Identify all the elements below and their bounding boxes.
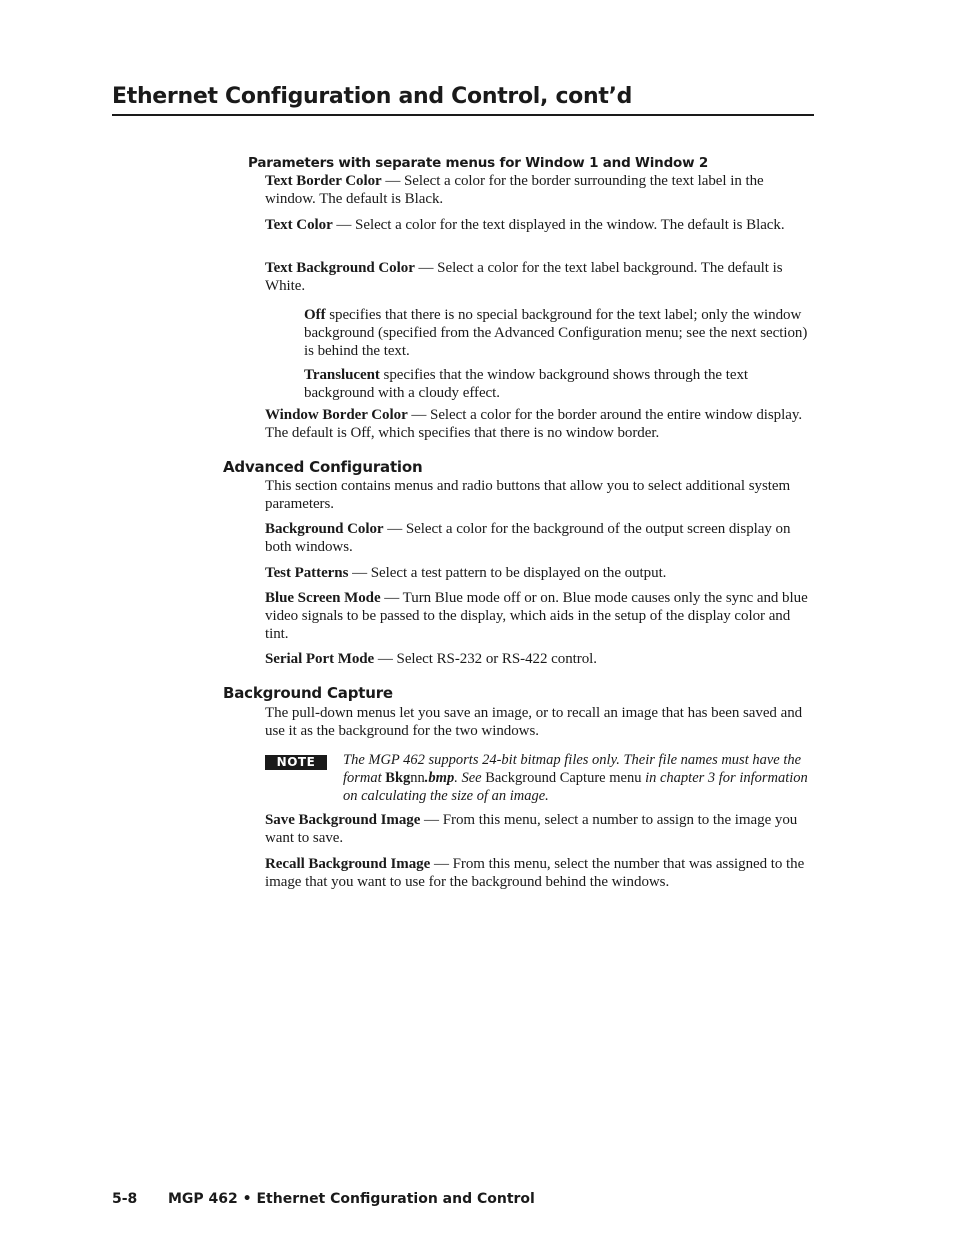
text-color-para xyxy=(265,217,815,235)
term: Serial Port Mode xyxy=(265,651,375,667)
page-number: 5-8 xyxy=(112,1191,138,1207)
description: — From this menu, select the number that was assigned to the image that you want to use for the background behind the windows. xyxy=(265,856,805,890)
blue-screen-mode-para xyxy=(265,590,815,643)
description: — Select a test pattern to be displayed on the output. xyxy=(348,565,667,581)
advanced-configuration-heading: Advanced Configuration xyxy=(223,458,423,476)
off-option-para xyxy=(304,307,809,360)
term: Test Patterns xyxy=(265,565,349,581)
description: specifies that there is no special background for the text label; only the window background (specified from the Advanced Configuration menu; see the next section) is behind the text. xyxy=(304,307,808,359)
description: — Select a color for the text label background. The default is White. xyxy=(265,260,783,294)
text-border-color-para xyxy=(265,173,815,209)
page-footer xyxy=(112,1191,535,1207)
window-params-heading: Parameters with separate menus for Window 1 and Window 2 xyxy=(248,155,709,171)
description: — Select a color for the border around the entire window display. The default is Off, which specifies that there is no window border. xyxy=(265,407,803,441)
note-part1: The MGP 462 supports 24-bit bitmap files only. Their file names must have the format xyxy=(343,752,802,786)
advanced-intro-para: This section contains menus and radio buttons that allow you to select additional system parameters. xyxy=(265,478,791,512)
description: — From this menu, select a number to assign to the image you want to save. xyxy=(265,812,798,846)
recall-background-image-para xyxy=(265,856,815,892)
term: Off xyxy=(304,307,326,323)
term: Blue Screen Mode xyxy=(265,590,381,606)
term: Recall Background Image xyxy=(265,856,431,872)
description: — Turn Blue mode off or on. Blue mode causes only the sync and blue video signals to be passed to the display, which aids in the setup of the display color and tint. xyxy=(265,590,808,642)
translucent-option-para xyxy=(304,367,809,403)
background-color-para xyxy=(265,521,815,557)
description: — Select a color for the background of the output screen display on both windows. xyxy=(265,521,791,555)
description: — Select a color for the border surrounding the text label in the window. The default is Black. xyxy=(265,173,764,207)
term: Save Background Image xyxy=(265,812,421,828)
description: — Select RS-232 or RS-422 control. xyxy=(374,651,597,667)
term: Text Color xyxy=(265,217,333,233)
note-badge: NOTE xyxy=(265,755,327,770)
save-background-image-para xyxy=(265,812,815,848)
background-capture-intro-para: The pull-down menus let you save an image, or to recall an image that has been saved and use it as the background for the two windows. xyxy=(265,705,803,739)
description: specifies that the window background shows through the text background with a cloudy effect. xyxy=(304,367,749,401)
serial-port-mode-para xyxy=(265,651,815,669)
note-part2: . See xyxy=(454,770,486,786)
background-capture-heading: Background Capture xyxy=(223,684,393,702)
page-title: Ethernet Configuration and Control, cont’d xyxy=(112,83,814,116)
note-file-nn: nn xyxy=(410,770,425,786)
term: Text Border Color xyxy=(265,173,382,189)
footer-text: MGP 462 • Ethernet Configuration and Control xyxy=(168,1191,535,1207)
note-part3: in chapter 3 for information on calculating the size of an image. xyxy=(343,770,808,804)
term: Translucent xyxy=(304,367,380,383)
window-border-color-para xyxy=(265,407,815,443)
term: Background Color xyxy=(265,521,384,537)
note-file-ext: .bmp xyxy=(424,770,455,786)
term: Window Border Color xyxy=(265,407,408,423)
test-patterns-para xyxy=(265,565,815,583)
note-file-prefix: Bkg xyxy=(385,770,411,786)
term: Text Background Color xyxy=(265,260,415,276)
note-menu-ref: Background Capture menu xyxy=(485,770,642,786)
note-text xyxy=(343,751,813,805)
text-background-color-para xyxy=(265,260,815,296)
description: — Select a color for the text displayed in the window. The default is Black. xyxy=(332,217,785,233)
